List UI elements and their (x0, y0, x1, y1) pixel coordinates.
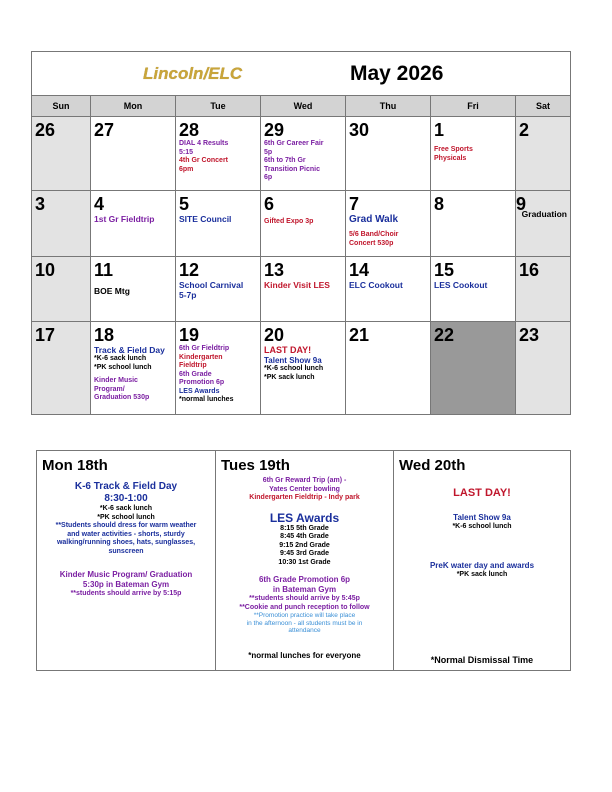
details-line: **Students should dress for warm weather (55, 522, 197, 529)
day-cell (431, 322, 516, 414)
day-number: 15 (434, 260, 455, 280)
weekday-tue: Tue (176, 96, 261, 116)
day-number: 8 (434, 194, 445, 214)
event-text: *normal lunches (179, 396, 234, 403)
event-text: Track & Field Day (94, 345, 165, 355)
day-number: 6 (264, 194, 275, 214)
event-text: LES Awards (179, 387, 220, 395)
week-row (32, 191, 570, 257)
details-line: walking/running shoes, hats, sunglasses, (56, 539, 196, 546)
day-number: 18 (94, 325, 115, 345)
event-text: LES Cookout (434, 280, 488, 290)
event-text: Kinder Music (94, 377, 138, 384)
event-text: 5-7p (179, 290, 197, 300)
day-cell (431, 257, 516, 321)
details-line: PreK water day and awards (429, 561, 535, 570)
day-number: 17 (35, 325, 56, 345)
details-line: *normal lunches for everyone (248, 651, 361, 660)
details-line: 8:45 4th Grade (280, 533, 329, 540)
day-number: 9 (516, 194, 527, 214)
day-number: 13 (264, 260, 285, 280)
details-line: in Bateman Gym (272, 585, 337, 594)
details-line: 6th Gr Reward Trip (am) - (262, 477, 347, 484)
details-line: Kindergarten Fieldtrip (249, 494, 323, 501)
weekday-thu: Thu (346, 96, 431, 116)
details-line: sunscreen (108, 547, 144, 555)
details-title: Mon 18th (42, 457, 108, 474)
details-line: *PK school lunch (97, 513, 155, 521)
event-text: Graduation 530p (94, 394, 150, 401)
calendar-header (32, 52, 570, 96)
day-cell (176, 322, 261, 414)
day-cell (91, 257, 176, 321)
event-details-box (36, 450, 571, 671)
details-title: Tues 19th (221, 457, 290, 474)
event-text: Physicals (434, 154, 467, 162)
day-number: 19 (179, 325, 200, 345)
day-cell (431, 117, 516, 190)
day-number: 30 (349, 120, 370, 140)
day-cell (261, 191, 346, 256)
details-title: Wed 20th (399, 457, 466, 474)
day-cell (176, 257, 261, 321)
weekday-fri: Fri (431, 96, 516, 116)
details-line: LAST DAY! (453, 487, 511, 499)
day-number: 5 (179, 194, 190, 214)
week-row (32, 322, 570, 414)
event-text: 6pm (179, 165, 194, 173)
details-line: *K-6 school lunch (452, 523, 512, 530)
event-text: 5/6 Band/Choir (349, 231, 399, 238)
day-cell (176, 117, 261, 190)
day-number: 14 (349, 260, 370, 280)
day-cell (261, 117, 346, 190)
month-calendar (31, 51, 571, 415)
day-number: 7 (349, 194, 360, 214)
details-line: **students should arrive by 5:15p (70, 590, 182, 597)
event-text: BOE Mtg (94, 286, 130, 296)
event-text: Kinder Visit LES (264, 280, 330, 290)
details-line: 6th Grade Promotion 6p (258, 575, 351, 584)
event-text: Gifted Expo 3p (264, 218, 314, 225)
weekday-header-row (32, 96, 570, 117)
event-text: Talent Show 9a (264, 356, 322, 365)
details-column-tue (216, 451, 394, 670)
details-line: in the afternoon - all students must be in (246, 619, 363, 627)
day-cell (32, 322, 91, 414)
event-text: DIAL 4 Results (179, 140, 229, 147)
details-column-wed (394, 451, 570, 670)
details-line: - Indy park (322, 494, 360, 501)
day-cell (32, 257, 91, 321)
details-line: attendance (288, 627, 321, 634)
day-number: 11 (94, 260, 114, 280)
weekday-sun: Sun (32, 96, 91, 116)
details-line: **students should arrive by 5:45p (249, 595, 360, 602)
details-line: 9:45 3rd Grade (279, 550, 330, 557)
event-text: 6th to 7th Gr (264, 157, 306, 164)
event-text: LAST DAY! (264, 345, 312, 355)
event-text: Kindergarten (179, 353, 223, 361)
details-line: 9:15 2nd Grade (279, 541, 330, 549)
event-text: School Carnival (179, 280, 244, 290)
day-number: 3 (35, 194, 46, 214)
day-number: 2 (519, 120, 530, 140)
day-cell (176, 191, 261, 256)
day-number: 1 (434, 120, 445, 140)
day-number: 23 (519, 325, 540, 345)
details-column-mon (37, 451, 216, 670)
event-text: *K-6 sack lunch (94, 355, 147, 362)
event-text: SITE Council (179, 214, 232, 224)
details-line: LES Awards (269, 510, 340, 525)
day-number: 29 (264, 120, 285, 140)
event-text: Program/ (94, 385, 125, 393)
day-number: 4 (94, 194, 105, 214)
day-number: 12 (179, 260, 200, 280)
event-text: ELC Cookout (349, 280, 403, 290)
day-cell (91, 322, 176, 414)
month-title: May 2026 (350, 62, 444, 85)
week-row (32, 117, 570, 191)
day-cell (346, 191, 431, 256)
day-cell (261, 257, 346, 321)
day-number: 26 (35, 120, 56, 140)
day-cell (261, 322, 346, 414)
details-line: **Promotion practice will take place (253, 612, 356, 619)
day-cell (91, 191, 176, 256)
day-cell (346, 257, 431, 321)
day-cell (516, 191, 570, 256)
details-line: Talent Show 9a (453, 513, 511, 522)
details-line: *Normal Dismissal Time (430, 655, 534, 665)
event-text: *K-6 school lunch (264, 365, 324, 372)
week-row (32, 257, 570, 322)
details-line: *K-6 sack lunch (99, 505, 153, 512)
day-number: 28 (179, 120, 200, 140)
event-text: Fieldtrip (179, 362, 207, 369)
details-line: and water activities - shorts, sturdy (67, 530, 185, 538)
details-line: Yates Center bowling (269, 485, 340, 493)
event-text: 4th Gr Concert (179, 157, 229, 164)
day-cell (32, 117, 91, 190)
event-text: Grad Walk (349, 214, 399, 225)
event-text: 1st Gr Fieldtrip (94, 214, 155, 224)
day-cell (346, 117, 431, 190)
day-cell (516, 322, 570, 414)
event-text: *PK school lunch (94, 363, 152, 371)
event-text: 6th Gr Career Fair (264, 140, 324, 147)
day-number: 20 (264, 325, 285, 345)
event-text: Concert 530p (349, 239, 394, 247)
day-number: 27 (94, 120, 115, 140)
day-cell (431, 191, 516, 256)
details-line: 8:15 5th Grade (280, 524, 329, 532)
event-text: 6p (264, 174, 273, 181)
school-name: Lincoln/ELC (143, 64, 243, 83)
event-text: *PK sack lunch (264, 373, 315, 381)
event-text: Transition Picnic (264, 165, 321, 173)
day-number: 21 (349, 325, 370, 345)
event-text: Promotion 6p (179, 379, 225, 386)
details-line: **Cookie and punch reception to follow (239, 603, 370, 611)
details-line: K-6 Track & Field Day (74, 481, 178, 492)
details-line: 10:30 1st Grade (278, 558, 331, 566)
day-cell (516, 257, 570, 321)
weekday-sat: Sat (535, 101, 550, 111)
day-cell (91, 117, 176, 190)
day-cell (32, 191, 91, 256)
event-text: 5:15 (179, 148, 194, 156)
day-number: 22 (434, 325, 455, 345)
details-line: 8:30-1:00 (104, 493, 148, 504)
details-line: 5:30p in Bateman Gym (82, 580, 170, 589)
event-text: Graduation (521, 209, 567, 219)
event-text: 5p (264, 148, 273, 156)
event-text: 6th Grade (179, 370, 212, 378)
day-number: 16 (519, 260, 540, 280)
details-line: Kinder Music Program/ Graduation (59, 570, 193, 579)
details-line-group (216, 494, 393, 503)
event-text: 6th Gr Fieldtrip (179, 345, 230, 352)
weekday-wed: Wed (261, 96, 346, 116)
day-cell (516, 117, 570, 190)
event-text: Free Sports (434, 146, 473, 153)
day-cell (346, 322, 431, 414)
weekday-mon: Mon (91, 96, 176, 116)
details-line: *PK sack lunch (456, 571, 508, 578)
day-number: 10 (35, 260, 56, 280)
